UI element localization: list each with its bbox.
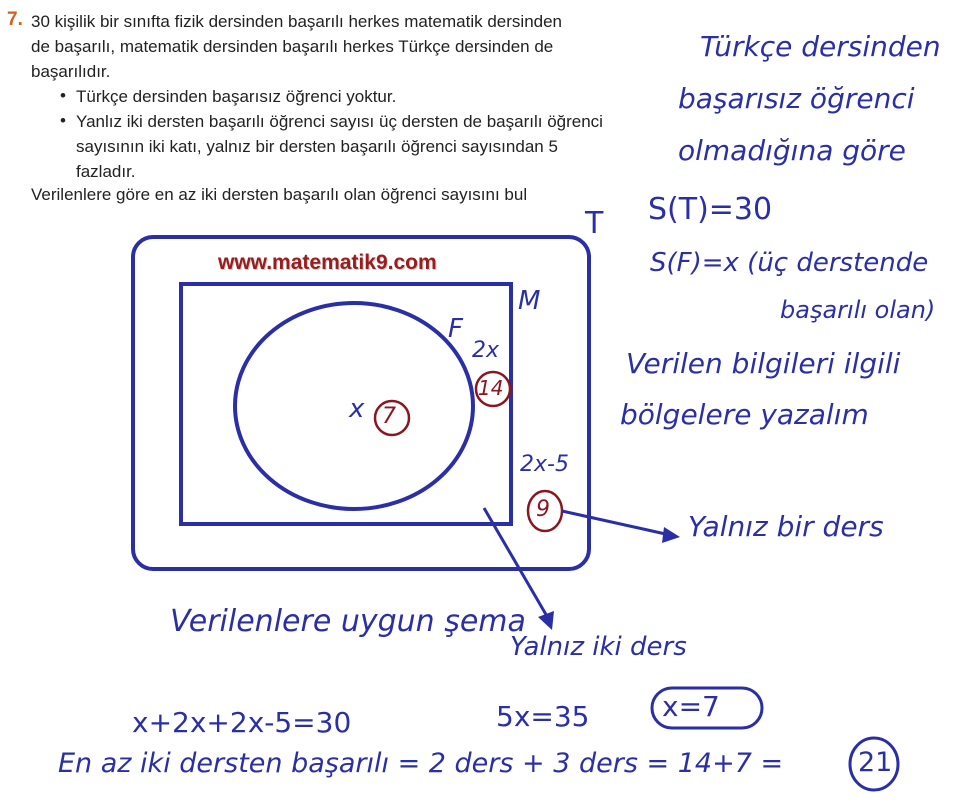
- region-three-label: x: [349, 394, 365, 424]
- note-turkce-line-1: Türkçe dersinden: [700, 30, 941, 63]
- note-s-f-line-2: başarılı olan): [780, 296, 936, 324]
- region-three-value: 7: [382, 404, 396, 429]
- arrow-head-yalniz-bir: [662, 527, 680, 543]
- note-x-result: x=7: [662, 690, 720, 723]
- question-line-2: de başarılı, matematik dersinden başarılı herkes Türkçe dersinden de: [31, 37, 554, 56]
- note-five-x: 5x=35: [496, 700, 590, 733]
- bullet-2-line-2: sayısının iki katı, yalnız bir dersten başarılı öğrenci sayısından 5: [76, 137, 558, 156]
- region-two-value: 14: [478, 376, 504, 400]
- note-final-answer: 21: [858, 747, 893, 778]
- note-turkce-line-3: olmadığına göre: [678, 134, 906, 167]
- note-final-line: En az iki dersten başarılı = 2 ders + 3 ders = 14+7 =: [58, 748, 784, 779]
- region-one-value: 9: [536, 497, 550, 522]
- label-f: F: [448, 314, 463, 344]
- bullet-2-line-3: fazladır.: [76, 162, 136, 181]
- region-one-label: 2x-5: [520, 452, 569, 477]
- note-uygun-sema: Verilenlere uygun şema: [170, 604, 526, 639]
- question-number: 7.: [7, 9, 23, 30]
- note-s-f-line-1: S(F)=x (üç derstende: [650, 248, 929, 278]
- arrow-to-yalniz-bir: [562, 511, 670, 535]
- question-line-3: başarılıdır.: [31, 62, 111, 81]
- note-s-t: S(T)=30: [648, 192, 773, 227]
- note-yalniz-bir: Yalnız bir ders: [688, 510, 884, 543]
- note-yalniz-iki: Yalnız iki ders: [510, 632, 687, 662]
- arrow-to-yalniz-iki: [484, 508, 548, 618]
- bullet-dot-2: •: [60, 111, 66, 130]
- bullet-1-line-1: Türkçe dersinden başarısız öğrenci yoktur.: [76, 87, 397, 106]
- question-line-1: 30 kişilik bir sınıfta fizik dersinden başarılı herkes matematik dersinden: [31, 12, 563, 31]
- note-verilen-line-1: Verilen bilgileri ilgili: [626, 347, 901, 380]
- question-prompt: Verilenlere göre en az iki dersten başarılı olan öğrenci sayısını bul: [31, 185, 528, 204]
- watermark-text: www.matematik9.com: [218, 251, 437, 274]
- label-m: M: [518, 286, 541, 316]
- bullet-2-line-1: Yanlız iki dersten başarılı öğrenci sayısı üç dersten de başarılı öğrenci: [76, 112, 603, 131]
- region-two-label: 2x: [472, 338, 500, 363]
- label-t: T: [585, 206, 604, 241]
- bullet-dot-1: •: [60, 86, 66, 105]
- note-equation: x+2x+2x-5=30: [132, 706, 352, 739]
- note-turkce-line-2: başarısız öğrenci: [678, 82, 915, 115]
- note-verilen-line-2: bölgelere yazalım: [620, 398, 869, 431]
